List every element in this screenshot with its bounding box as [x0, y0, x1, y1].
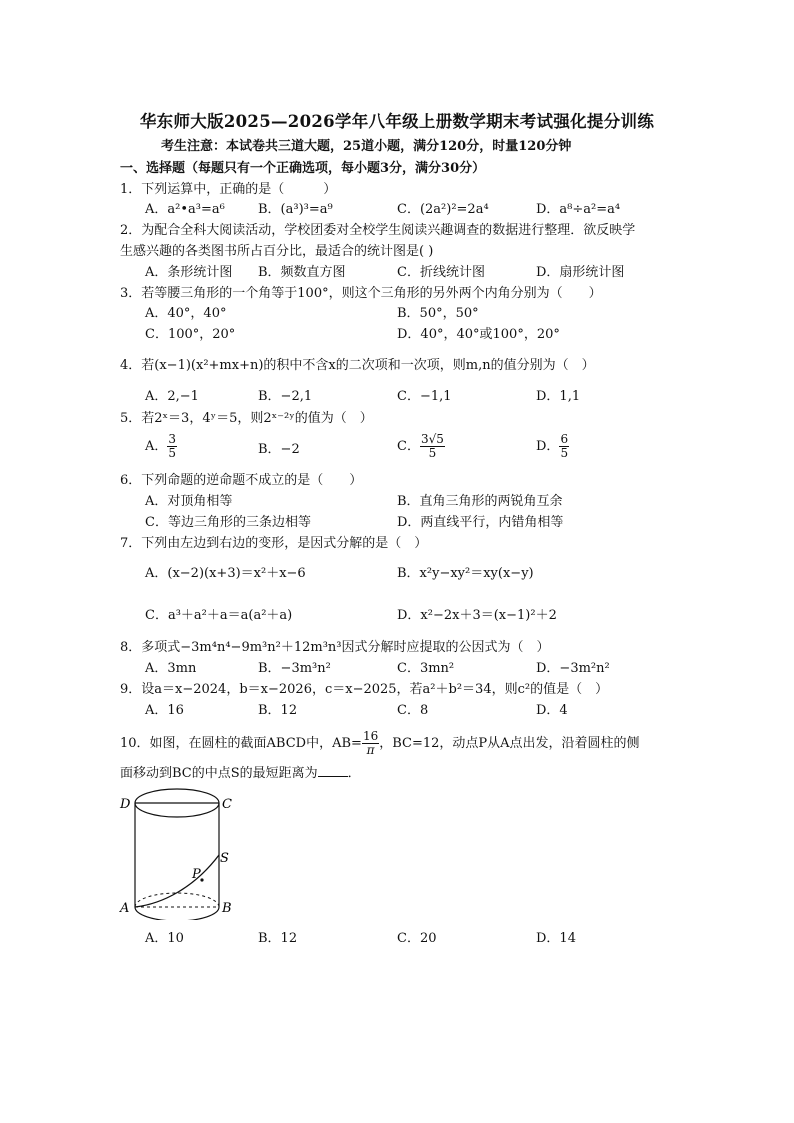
fraction-numerator: 3	[168, 432, 177, 446]
label-c: C	[222, 797, 232, 812]
q2-stem-line2: 生感兴趣的各类图书所占百分比，最适合的统计图是( )	[120, 244, 434, 259]
q3-option-d: D．40°，40°或100°，20°	[397, 327, 560, 342]
fraction-numerator: 16	[362, 729, 379, 743]
q8-option-d: D．−3m²n²	[536, 661, 610, 676]
fraction-denominator: 5	[420, 446, 445, 460]
cylinder-figure	[112, 780, 242, 920]
fraction-numerator: 3√5	[420, 432, 444, 446]
q5-option-a-label: A．	[145, 439, 168, 454]
q5-option-a-fraction	[167, 433, 177, 460]
q4-option-b: B．−2,1	[258, 389, 313, 404]
q3-stem: 3．若等腰三角形的一个角等于100°，则这个三角形的另外两个内角分别为（ ）	[120, 286, 602, 301]
q10-stem-pre: 10．如图，在圆柱的截面ABCD中，AB=	[120, 736, 362, 751]
q6-stem: 6．下列命题的逆命题不成立的是（ ）	[120, 473, 363, 488]
q4-option-d: D．1,1	[536, 389, 581, 404]
q9-option-d: D．4	[536, 703, 568, 718]
exam-notice: 考生注意：本试卷共三道大题，25道小题，满分120分，时量120分钟	[161, 139, 572, 154]
point-p	[200, 878, 203, 881]
q4-stem: 4．若(x−1)(x²+mx+n)的积中不含x的二次项和一次项，则m,n的值分别为（ ）	[120, 358, 595, 373]
q7-option-c: C．a³＋a²＋a＝a(a²＋a)	[145, 608, 293, 623]
q1-stem: 1．下列运算中，正确的是（ ）	[120, 182, 337, 197]
q2-option-c: C．折线统计图	[397, 265, 485, 280]
q7-stem: 7．下列由左边到右边的变形，是因式分解的是（ ）	[120, 536, 428, 551]
answer-blank	[318, 764, 348, 777]
q5-option-d	[536, 433, 569, 460]
q10-stem2-end: ．	[347, 766, 361, 781]
q2-stem-line1: 2．为配合全科大阅读活动，学校团委对全校学生阅读兴趣调查的数据进行整理．欲反映学	[120, 223, 636, 238]
q10-option-c: C．20	[397, 931, 437, 946]
label-s: S	[220, 851, 229, 866]
q2-option-a: A．条形统计图	[145, 265, 233, 280]
q4-option-c: C．−1,1	[397, 389, 452, 404]
q1-option-d: D．a⁸÷a²=a⁴	[536, 202, 621, 217]
q8-option-b: B．−3m³n²	[258, 661, 331, 676]
q10-option-a: A．10	[145, 931, 184, 946]
q6-option-d: D．两直线平行，内错角相等	[397, 515, 564, 530]
q7-option-a: A．(x−2)(x+3)＝x²＋x−6	[145, 566, 306, 581]
q6-option-b: B．直角三角形的两锐角互余	[397, 494, 563, 509]
q5-option-d-label: D．	[536, 439, 560, 454]
q10-ab-fraction	[362, 730, 379, 757]
fraction-denominator: 5	[168, 446, 177, 460]
q1-option-c: C．(2a²)²=2a⁴	[397, 202, 489, 217]
q5-option-b: B．−2	[258, 442, 300, 457]
q7-option-d: D．x²−2x＋3＝(x−1)²＋2	[397, 608, 557, 623]
q5-option-c	[397, 433, 445, 460]
q5-option-c-label: C．	[397, 439, 420, 454]
q6-option-c: C．等边三角形的三条边相等	[145, 515, 311, 530]
q8-stem: 8．多项式−3m⁴n⁴−9m³n²＋12m³n³因式分解时应提取的公因式为（ ）	[120, 640, 550, 655]
page-title: 华东师大版2025—2026学年八年级上册数学期末考试强化提分训练	[139, 112, 655, 131]
fraction-denominator: π	[362, 743, 379, 757]
q8-option-c: C．3mn²	[397, 661, 455, 676]
q5-option-a	[145, 433, 177, 460]
q7-option-b: B．x²y−xy²＝xy(x−y)	[397, 566, 534, 581]
q1-option-a: A．a²•a³=a⁶	[145, 202, 225, 217]
q3-option-a: A．40°，40°	[145, 306, 227, 321]
q9-option-a: A．16	[145, 703, 184, 718]
q10-option-d: D．14	[536, 931, 576, 946]
q10-option-b: B．12	[258, 931, 298, 946]
q10-stem-post: ，BC=12，动点P从A点出发，沿着圆柱的侧	[379, 736, 640, 751]
fraction-numerator: 6	[560, 432, 569, 446]
q6-option-a: A．对顶角相等	[145, 494, 233, 509]
q5-option-c-fraction	[420, 433, 445, 460]
q10-stem2: 面移动到BC的中点S的最短距离为	[120, 766, 318, 781]
q3-option-b: B．50°，50°	[397, 306, 479, 321]
label-b: B	[222, 901, 232, 916]
label-d: D	[120, 797, 131, 812]
q10-stem-line1	[120, 730, 640, 757]
label-a: A	[120, 901, 130, 916]
q8-option-a: A．3mn	[145, 661, 197, 676]
q3-option-c: C．100°，20°	[145, 327, 236, 342]
path-a-to-s	[135, 855, 219, 907]
q2-option-d: D．扇形统计图	[536, 265, 625, 280]
q9-stem: 9．设a＝x−2024，b＝x−2026，c＝x−2025，若a²＋b²＝34，则c²的值是（ ）	[120, 682, 609, 697]
q9-option-b: B．12	[258, 703, 298, 718]
q1-option-b: B．(a³)³=a⁹	[258, 202, 333, 217]
q5-option-d-fraction	[559, 433, 569, 460]
label-p: P	[192, 867, 201, 882]
q9-option-c: C．8	[397, 703, 429, 718]
q2-option-b: B．频数直方图	[258, 265, 346, 280]
bottom-ellipse-front	[135, 907, 219, 920]
section-heading: 一、选择题（每题只有一个正确选项，每小题3分，满分30分）	[120, 161, 486, 176]
q5-stem: 5．若2ˣ＝3，4ʸ＝5，则2ˣ⁻²ʸ的值为（ ）	[120, 411, 373, 426]
q4-option-a: A．2,−1	[145, 389, 199, 404]
fraction-denominator: 5	[560, 446, 569, 460]
